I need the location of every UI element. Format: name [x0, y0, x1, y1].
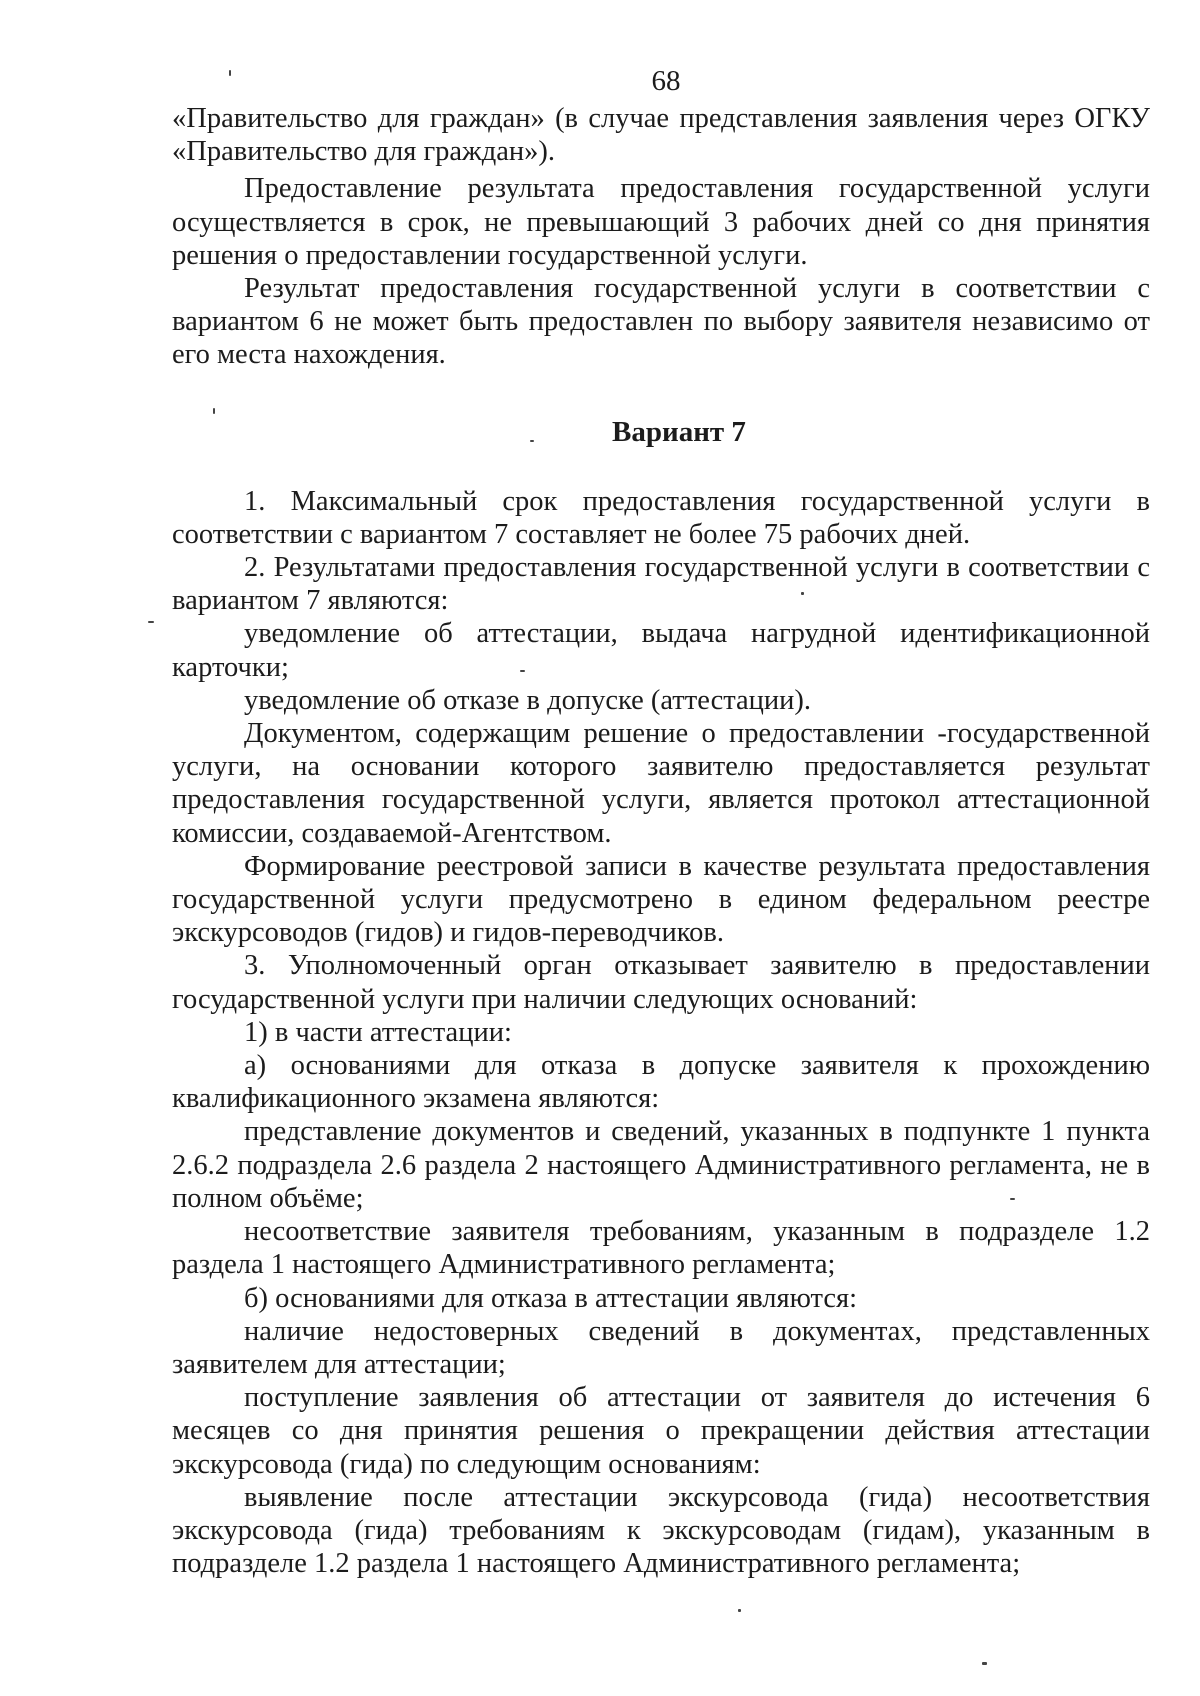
- section-title: Вариант 7: [612, 415, 746, 448]
- paragraph-registry-record: Формирование реестровой записи в качестве результата предоставления государственной услуги предусмотрено в едином федеральном реестре экскурсоводов (гидов) и гидов-переводчиков.: [172, 850, 1150, 949]
- scan-speck: [530, 440, 534, 442]
- paragraph-post-attestation-mismatch: выявление после аттестации экскурсовода (гида) несоответствия экскурсовода (гида) требованиям к экскурсоводам (гидам), указанным в подразделе 1.2 раздела 1 настоящего Административного регламента;: [172, 1481, 1150, 1580]
- paragraph-result-location: Результат предоставления государственной услуги в соответствии с вариантом 6 не может быть предоставлен по выбору заявителя независимо от его места нахождения.: [172, 273, 1150, 371]
- paragraph-continuation: «Правительство для граждан» (в случае представления заявления через ОГКУ «Правительство для граждан»).: [172, 103, 1150, 168]
- paragraph-requirements-mismatch: несоответствие заявителя требованиям, указанным в подразделе 1.2 раздела 1 настоящего Административного регламента;: [172, 1216, 1150, 1281]
- scan-speck: [520, 670, 525, 672]
- paragraph-attestation-part: 1) в части аттестации:: [244, 1016, 512, 1048]
- scan-speck: [801, 592, 804, 595]
- paragraph-early-application: поступление заявления об аттестации от заявителя до истечения 6 месяцев со дня принятия решения о прекращении действия аттестации экскурсовода (гида) по следующим основаниям:: [172, 1382, 1150, 1480]
- paragraph-max-term: 1. Максимальный срок предоставления государственной услуги в соответствии с вариантом 7 составляет не более 75 рабочих дней.: [172, 485, 1150, 550]
- paragraph-results-intro: 2. Результатами предоставления государственной услуги в соответствии с вариантом 7 являются:: [172, 552, 1150, 617]
- paragraph-result-refusal: уведомление об отказе в допуске (аттестации).: [244, 684, 812, 716]
- scan-speck: [229, 70, 231, 76]
- scan-speck: [1010, 1198, 1015, 1200]
- paragraph-admission-refusal-grounds: а) основаниями для отказа в допуске заявителя к прохождению квалификационного экзамена являются:: [172, 1050, 1150, 1115]
- paragraph-result-deadline: Предоставление результата предоставления государственной услуги осуществляется в срок, не превышающий 3 рабочих дней со дня принятия решения о предоставлении государственной услуги.: [172, 173, 1150, 271]
- paragraph-attestation-refusal-grounds: б) основаниями для отказа в аттестации являются:: [244, 1282, 858, 1314]
- scan-speck: [213, 408, 215, 414]
- paragraph-decision-document: Документом, содержащим решение о предоставлении -государственной услуги, на основании которого заявителю предоставляется результат предоставления государственной услуги, является протокол аттестационной комиссии, создаваемой-Агентством.: [172, 718, 1150, 849]
- paragraph-result-notification: уведомление об аттестации, выдача нагрудной идентификационной карточки;: [172, 618, 1150, 683]
- scan-speck: [148, 621, 154, 623]
- scan-speck: [982, 1662, 987, 1665]
- document-page: [172, 66, 1150, 1580]
- page-number: 68: [651, 65, 681, 97]
- paragraph-refusal-grounds: 3. Уполномоченный орган отказывает заявителю в предоставлении государственной услуги при наличии следующих оснований:: [172, 950, 1150, 1015]
- paragraph-incomplete-documents: представление документов и сведений, указанных в подпункте 1 пункта 2.6.2 подраздела 2.6 раздела 2 настоящего Административного регламента, не в полном объёме;: [172, 1116, 1150, 1214]
- scan-speck: [738, 1609, 741, 1612]
- paragraph-false-information: наличие недостоверных сведений в документах, представленных заявителем для аттестации;: [172, 1315, 1150, 1380]
